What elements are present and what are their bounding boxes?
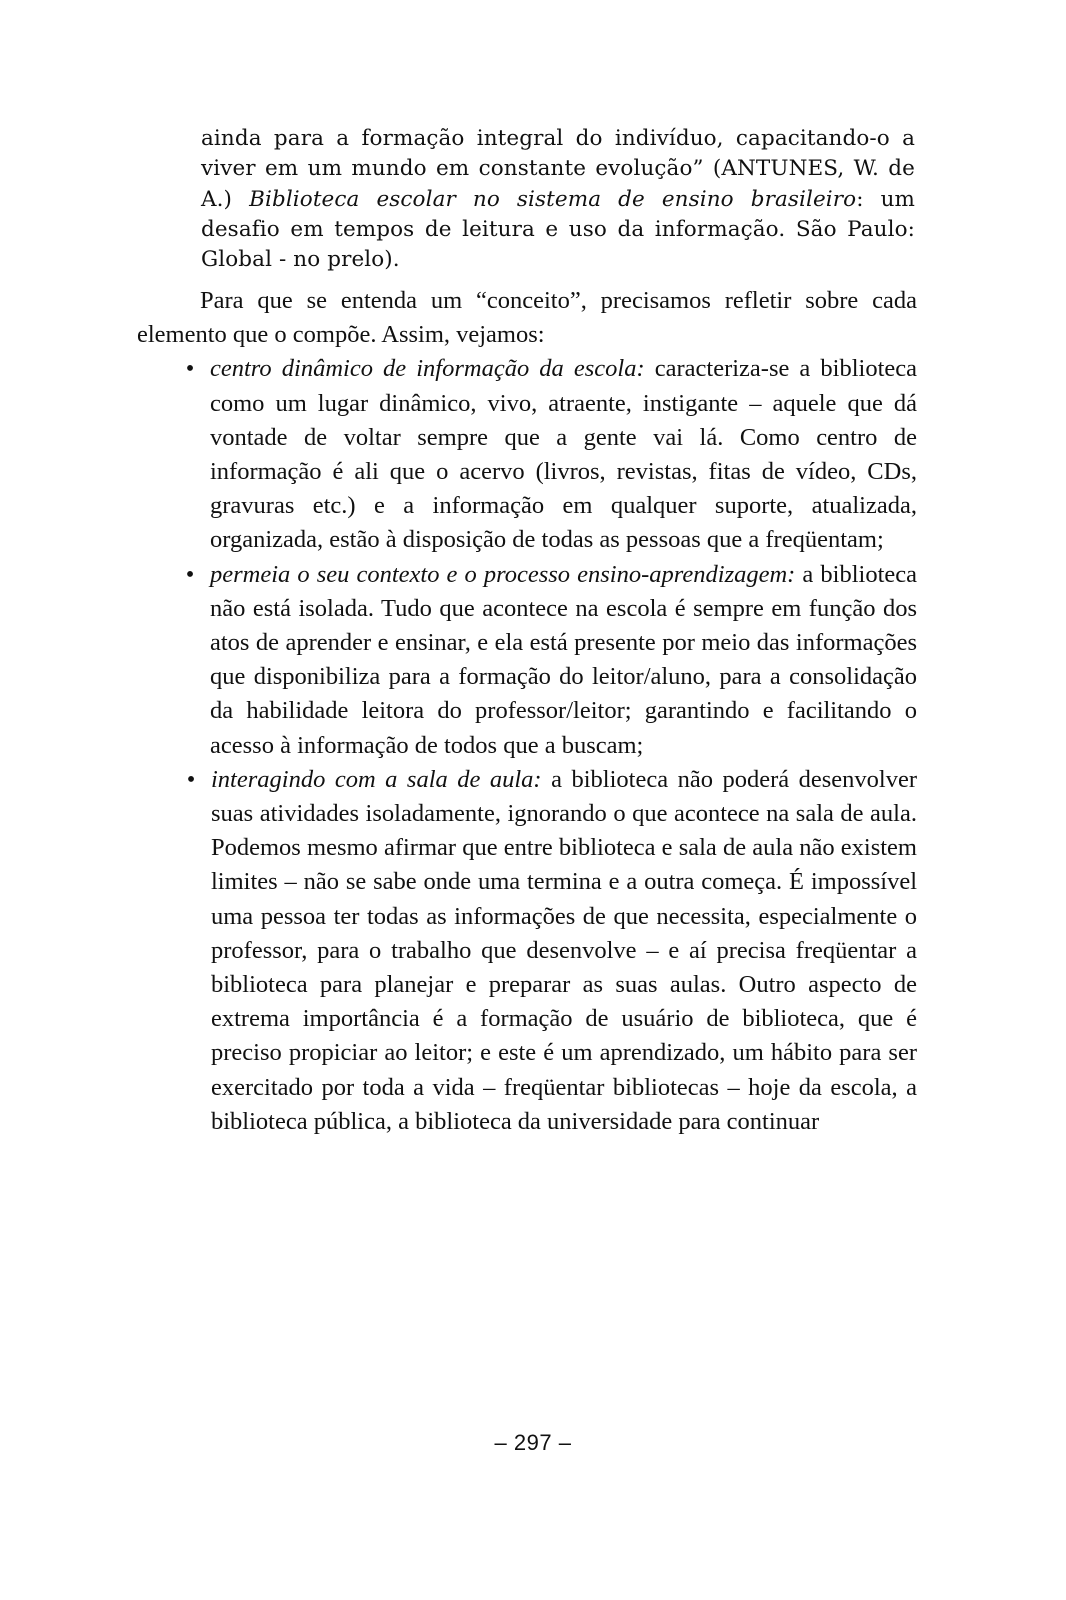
main-text [137, 284, 917, 1139]
bullet-icon: • [186, 765, 196, 793]
concept-list [137, 352, 917, 1139]
list-item-term: centro dinâmico de informação da escola: [210, 355, 645, 383]
list-item-term: permeia o seu contexto e o processo ensino-aprendizagem: [210, 560, 796, 588]
list-item [185, 352, 917, 557]
intro-paragraph: Para que se entenda um “conceito”, precisamos refletir sobre cada elemento que o compõe. Assim, vejamos: [137, 287, 917, 349]
page-number: – 297 – [494, 1430, 572, 1455]
bullet-icon: • [185, 560, 195, 588]
footnote-text-end: : um desafio em tempos de leitura e uso da informação. São Paulo: Global - no prelo). [201, 186, 916, 273]
list-item-term: interagindo com a sala de aula: [211, 765, 542, 793]
list-item [186, 763, 917, 1139]
footnote-book-title: Biblioteca escolar no sistema de ensino brasileiro [249, 186, 857, 212]
list-item-text: a biblioteca não poderá desenvolver suas atividades isoladamente, ignorando o que acontece na sala de aula. Podemos mesmo afirmar que entre biblioteca e sala de aula não existem limites – não se sabe onde uma termina e a outra começa. É impossível uma pessoa ter todas as informações de que necessita, especialmente o professor, para o trabalho que desenvolve – e aí precisa freqüentar a biblioteca para planejar e preparar as suas aulas. Outro aspecto de extrema importância é a formação de usuário de biblioteca, que é preciso propiciar ao leitor; e este é um aprendizado, um hábito para ser exercitado por toda a vida – freqüentar bibliotecas – hoje da escola, a biblioteca pública, a biblioteca da universidade para continuar [211, 765, 917, 1135]
list-item-text: caracteriza-se a biblioteca como um lugar dinâmico, vivo, atraente, instigante – aquele que dá vontade de voltar sempre que a gente vai lá. Como centro de informação é ali que o acervo (livros, revistas, fitas de vídeo, CDs, gravuras etc.) e a informação em qualquer suporte, atualizada, organizada, estão à disposição de todas as pessoas que a freqüentam; [210, 355, 917, 554]
list-item-text: a biblioteca não está isolada. Tudo que acontece na escola é sempre em função dos atos de aprender e ensinar, e ela está presente por meio das informações que disponibiliza para a formação do leitor/aluno, para a consolidação da habilidade leitora do professor/leitor; garantindo e facilitando o acesso à informação de todos que a buscam; [210, 560, 918, 759]
bullet-icon: • [185, 355, 195, 383]
list-item [185, 558, 918, 763]
footnote-continuation [201, 124, 915, 275]
footnote-text-start: ainda para a formação integral do indivíduo, capacitando-o a viver em um mundo em constante evolução” (ANTUNES, W. de A.) [201, 126, 915, 212]
